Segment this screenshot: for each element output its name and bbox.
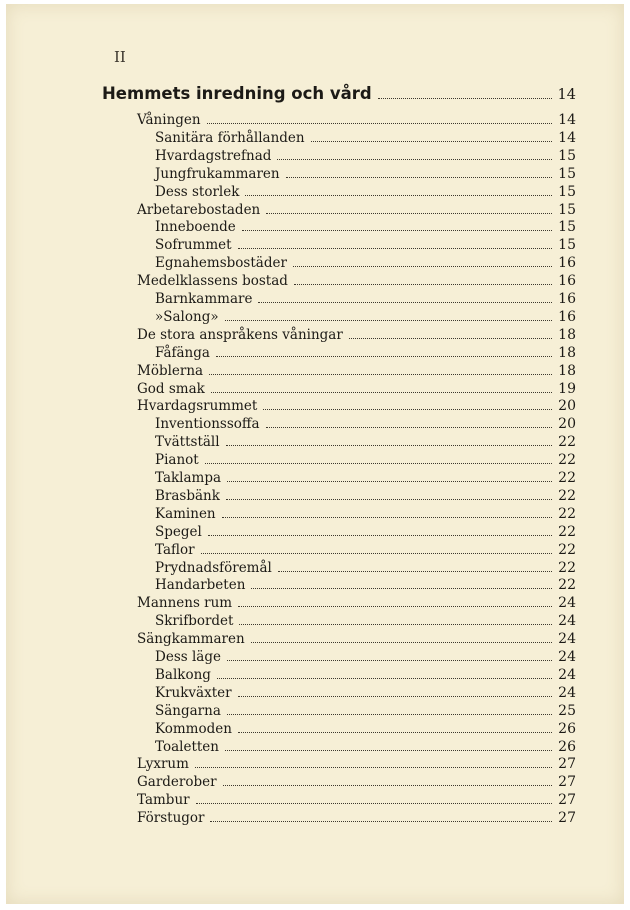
dot-leader bbox=[222, 517, 552, 518]
toc-entry-label: Pianot bbox=[155, 452, 199, 469]
toc-entry bbox=[155, 218, 576, 236]
toc-entry-page-number: 18 bbox=[558, 362, 576, 379]
toc-entry-label: Tvättställ bbox=[155, 434, 220, 451]
toc-entry-label: Arbetarebostaden bbox=[137, 201, 261, 218]
dot-leader bbox=[277, 159, 552, 160]
toc-entry-page-number: 24 bbox=[558, 666, 576, 683]
toc-entry-page-number: 24 bbox=[558, 613, 576, 630]
toc-entry bbox=[155, 147, 576, 165]
toc-entry bbox=[155, 236, 576, 254]
toc-entry-label: Lyxrum bbox=[137, 756, 189, 773]
toc-entry bbox=[155, 129, 576, 147]
toc-entry-label: Barnkammare bbox=[155, 291, 253, 307]
toc-entry bbox=[137, 773, 576, 791]
toc-entry-label: Kaminen bbox=[155, 505, 216, 522]
dot-leader bbox=[286, 177, 552, 178]
toc-entry-page-number: 19 bbox=[558, 380, 576, 397]
dot-leader bbox=[225, 320, 552, 321]
toc-entry-label: Dess läge bbox=[155, 649, 221, 665]
toc-entry bbox=[155, 684, 576, 702]
toc-entry-label: Dess storlek bbox=[155, 183, 240, 200]
toc-entry-page-number: 22 bbox=[558, 577, 576, 594]
toc-entry-page-number: 15 bbox=[558, 183, 576, 200]
toc-entry-page-number: 22 bbox=[558, 559, 576, 576]
dot-leader bbox=[209, 374, 552, 375]
toc-entry-label: Jungfrukammaren bbox=[155, 165, 280, 182]
toc-entry bbox=[155, 720, 576, 738]
toc-entry-page-number: 22 bbox=[558, 452, 576, 469]
dot-leader bbox=[238, 732, 552, 733]
dot-leader bbox=[227, 481, 552, 482]
dot-leader bbox=[223, 785, 552, 786]
section-heading: Hemmets inredning och vård bbox=[102, 84, 372, 103]
toc-entry bbox=[155, 505, 576, 523]
toc-entry-label: Sanitära förhållanden bbox=[155, 129, 305, 146]
toc-entry-page-number: 22 bbox=[558, 505, 576, 522]
dot-leader bbox=[349, 338, 552, 339]
toc-entry-page-number: 26 bbox=[558, 720, 576, 737]
toc-entry-page-number: 15 bbox=[558, 237, 576, 254]
toc-entry bbox=[137, 201, 576, 219]
dot-leader bbox=[238, 606, 552, 607]
dot-leader bbox=[226, 499, 552, 500]
toc-entry bbox=[137, 380, 576, 398]
dot-leader bbox=[258, 302, 552, 303]
dot-leader bbox=[207, 123, 552, 124]
toc-entry-label: Sängarna bbox=[155, 702, 221, 719]
toc-entry-page-number: 22 bbox=[558, 523, 576, 540]
toc-entry bbox=[155, 469, 576, 487]
toc-entry bbox=[137, 326, 576, 344]
dot-leader bbox=[266, 213, 552, 214]
dot-leader bbox=[242, 230, 552, 231]
dot-leader bbox=[245, 195, 552, 196]
toc-entry-page-number: 27 bbox=[558, 756, 576, 773]
toc-entry-label: Brasbänk bbox=[155, 487, 220, 504]
toc-entry bbox=[137, 111, 576, 129]
toc-entry bbox=[137, 630, 576, 648]
toc-entry bbox=[155, 433, 576, 451]
toc-entry bbox=[155, 612, 576, 630]
dot-leader bbox=[266, 427, 552, 428]
toc-entry bbox=[155, 487, 576, 505]
dot-leader bbox=[293, 266, 552, 267]
toc-entry-label: Inventionssoffa bbox=[155, 416, 260, 433]
dot-leader bbox=[227, 714, 552, 715]
toc-entry-page-number: 18 bbox=[558, 326, 576, 343]
toc-entry-page-number: 22 bbox=[558, 434, 576, 451]
toc-entry-label: Möblerna bbox=[137, 362, 204, 379]
toc-entry bbox=[155, 344, 576, 362]
toc-entry bbox=[155, 523, 576, 541]
toc-entry bbox=[155, 559, 576, 577]
toc-entry-label: Tambur bbox=[137, 792, 190, 809]
toc-entry-label: Egnahemsbostäder bbox=[155, 255, 287, 272]
toc-entry-label: Förstugor bbox=[137, 810, 205, 827]
toc-entry-label: Taflor bbox=[155, 541, 195, 558]
toc-entry-label: »Salong» bbox=[155, 308, 219, 325]
toc-entry-label: Sängkammaren bbox=[137, 631, 245, 648]
toc-entry bbox=[155, 308, 576, 326]
dot-leader bbox=[195, 767, 552, 768]
dot-leader bbox=[251, 588, 552, 589]
toc-entry bbox=[155, 702, 576, 720]
toc-entry-page-number: 27 bbox=[558, 792, 576, 809]
dot-leader bbox=[216, 356, 552, 357]
dot-leader bbox=[263, 409, 552, 410]
toc-entry-page-number: 15 bbox=[558, 219, 576, 236]
toc-entry-page-number: 27 bbox=[558, 810, 576, 827]
toc-entry-page-number: 16 bbox=[558, 255, 576, 272]
toc-entry-label: Medelklassens bostad bbox=[137, 273, 288, 290]
toc-entry-page-number: 24 bbox=[558, 595, 576, 612]
toc-entry-page-number: 16 bbox=[558, 273, 576, 290]
toc-entry-label: Handarbeten bbox=[155, 577, 246, 594]
toc-entry bbox=[155, 576, 576, 594]
dot-leader bbox=[226, 445, 552, 446]
dot-leader bbox=[251, 642, 552, 643]
toc-entry-label: Garderober bbox=[137, 774, 217, 791]
dot-leader bbox=[210, 821, 552, 822]
toc-entry bbox=[155, 290, 576, 308]
toc-entry bbox=[137, 397, 576, 415]
toc-entry-page-number: 22 bbox=[558, 487, 576, 504]
document-page bbox=[6, 4, 624, 904]
toc-entry bbox=[137, 755, 576, 773]
toc-entry-label: Mannens rum bbox=[137, 595, 233, 612]
toc-entry-label: Hvardagstrefnad bbox=[155, 147, 272, 164]
heading-page-number: 14 bbox=[557, 87, 576, 103]
toc-entry-page-number: 24 bbox=[558, 649, 576, 665]
toc-entry bbox=[155, 541, 576, 559]
toc-entry-page-number: 16 bbox=[558, 308, 576, 325]
dot-leader bbox=[225, 750, 552, 751]
toc-entry-label: Balkong bbox=[155, 666, 211, 683]
toc-entry-page-number: 15 bbox=[558, 147, 576, 164]
toc-entry bbox=[155, 254, 576, 272]
dot-leader bbox=[311, 141, 552, 142]
dot-leader bbox=[208, 535, 552, 536]
toc-entry-label: Spegel bbox=[155, 523, 202, 540]
toc-entry-label: Våningen bbox=[137, 112, 201, 128]
toc-entry bbox=[137, 809, 576, 827]
toc-entry bbox=[155, 738, 576, 756]
dot-leader bbox=[205, 463, 552, 464]
toc-entry bbox=[155, 666, 576, 684]
toc-entry-label: Inneboende bbox=[155, 219, 236, 236]
toc-entry-page-number: 27 bbox=[558, 774, 576, 791]
dot-leader bbox=[238, 696, 552, 697]
toc-entry bbox=[155, 451, 576, 469]
toc-entry-label: Hvardagsrummet bbox=[137, 398, 258, 415]
toc-heading-row bbox=[102, 84, 576, 108]
toc-entry-page-number: 25 bbox=[558, 702, 576, 719]
toc-entry-page-number: 14 bbox=[558, 129, 576, 146]
toc-entry-label: Kommoden bbox=[155, 720, 232, 737]
toc-entry-page-number: 24 bbox=[558, 631, 576, 648]
toc-entry-label: Krukväxter bbox=[155, 684, 232, 701]
dot-leader bbox=[278, 571, 552, 572]
page-number: II bbox=[114, 48, 126, 66]
toc-entry-page-number: 26 bbox=[558, 738, 576, 755]
dot-leader bbox=[227, 660, 552, 661]
toc-entry bbox=[137, 791, 576, 809]
toc-entry bbox=[137, 594, 576, 612]
toc-entry-page-number: 15 bbox=[558, 165, 576, 182]
dot-leader bbox=[211, 392, 552, 393]
toc-entry bbox=[155, 415, 576, 433]
toc-entry-page-number: 20 bbox=[558, 416, 576, 433]
toc-entry-label: Skrifbordet bbox=[155, 613, 234, 630]
toc-entry-page-number: 18 bbox=[558, 344, 576, 361]
toc-entry-page-number: 16 bbox=[558, 291, 576, 307]
toc-entry-label: God smak bbox=[137, 380, 205, 397]
toc-entry bbox=[155, 648, 576, 666]
toc-entry-label: Fåfänga bbox=[155, 344, 210, 361]
dot-leader bbox=[238, 248, 552, 249]
toc-entry-page-number: 15 bbox=[558, 201, 576, 218]
toc-entry-page-number: 14 bbox=[558, 112, 576, 128]
toc-entry bbox=[137, 272, 576, 290]
dot-leader bbox=[217, 678, 552, 679]
dot-leader bbox=[201, 553, 552, 554]
dot-leader bbox=[196, 803, 552, 804]
toc-entry-page-number: 22 bbox=[558, 541, 576, 558]
toc-entry-page-number: 20 bbox=[558, 398, 576, 415]
toc-entry-label: Prydnadsföremål bbox=[155, 559, 272, 576]
dot-leader bbox=[239, 624, 552, 625]
toc-entry-label: Sofrummet bbox=[155, 237, 232, 254]
dot-leader bbox=[378, 98, 552, 99]
toc-entry-label: De stora anspråkens våningar bbox=[137, 326, 343, 343]
toc-entry bbox=[155, 183, 576, 201]
toc-entry-label: Toaletten bbox=[155, 738, 219, 755]
toc-entry-page-number: 22 bbox=[558, 470, 576, 486]
toc-entry-page-number: 24 bbox=[558, 684, 576, 701]
toc-entry-label: Taklampa bbox=[155, 470, 222, 486]
dot-leader bbox=[294, 284, 552, 285]
toc-entry bbox=[137, 362, 576, 380]
toc-entry bbox=[155, 165, 576, 183]
